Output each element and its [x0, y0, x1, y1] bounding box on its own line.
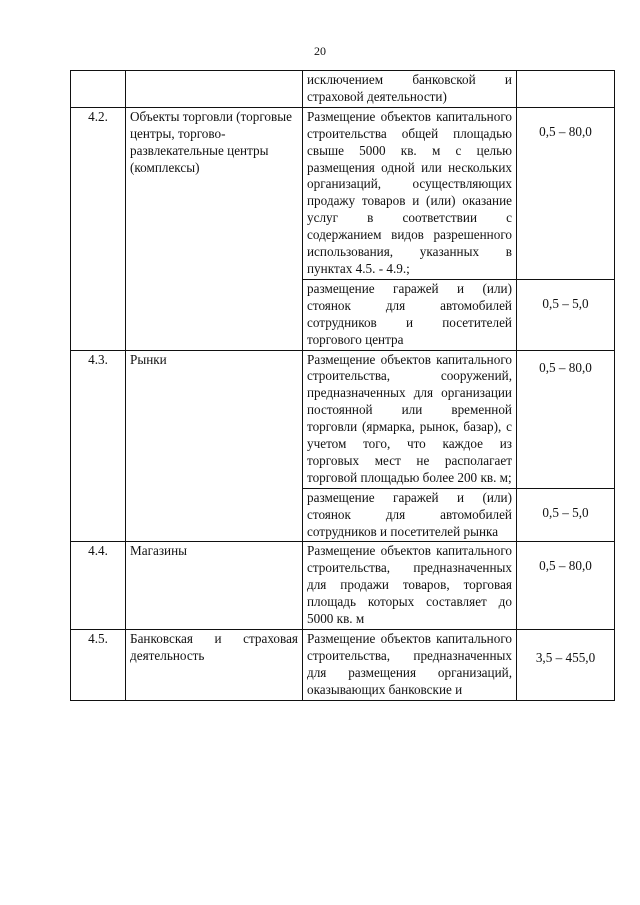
table-row — [71, 107, 615, 279]
row-value-cell — [517, 350, 615, 488]
page-number: 20 — [314, 44, 326, 58]
row-description: исключением банковской и страховой деятельности) — [303, 71, 517, 108]
row-number: 4.5. — [71, 630, 126, 701]
row-name: Магазины — [126, 542, 303, 630]
row-value: 0,5 – 80,0 — [539, 359, 592, 375]
row-description: Размещение объектов капитального строительства, сооружений, предназначенных для организации постоянной или временной торговли (ярмарка, рынок, базар), с учетом того, что каждое из торговых мест не располагает торговой площадью более 200 кв. м; — [303, 350, 517, 488]
row-value-cell — [517, 488, 615, 542]
land-use-table — [70, 70, 615, 701]
row-number: 4.4. — [71, 542, 126, 630]
row-value-cell — [517, 279, 615, 350]
row-description: Размещение объектов капитального строительства, предназначенных для размещения организаций, оказывающих банковские и — [303, 630, 517, 701]
row-description: Размещение объектов капитального строительства общей площадью свыше 5000 кв. м с целью размещения одной или нескольких организаций, осуществляющих продажу товаров и (или) оказание услуг в соответствии с содержанием видов разрешенного использования, указанных в пунктах 4.5. - 4.9.; — [303, 107, 517, 279]
row-value-cell — [517, 542, 615, 630]
row-name — [126, 71, 303, 108]
row-number — [71, 71, 126, 108]
row-value: 0,5 – 5,0 — [542, 504, 589, 520]
row-value: 0,5 – 80,0 — [539, 558, 592, 574]
row-value-cell — [517, 107, 615, 279]
table-row — [71, 71, 615, 108]
table-row — [71, 630, 615, 701]
row-number: 4.3. — [71, 350, 126, 542]
row-description: размещение гаражей и (или) стоянок для автомобилей сотрудников и посетителей торгового центра — [303, 279, 517, 350]
table-row — [71, 350, 615, 488]
row-description: Размещение объектов капитального строительства, предназначенных для продажи товаров, торговая площадь которых составляет до 5000 кв. м — [303, 542, 517, 630]
row-value-cell — [517, 71, 615, 108]
row-value: 0,5 – 80,0 — [539, 123, 592, 139]
table-row — [71, 542, 615, 630]
row-name: Объекты торговли (торговые центры, торгово-развлекательные центры (комплексы) — [126, 107, 303, 350]
row-description: размещение гаражей и (или) стоянок для автомобилей сотрудников и посетителей рынка — [303, 488, 517, 542]
row-name: Банковская и страховая деятельность — [126, 630, 303, 701]
row-name: Рынки — [126, 350, 303, 542]
row-value: 0,5 – 5,0 — [542, 295, 589, 311]
row-value: 3,5 – 455,0 — [535, 650, 596, 665]
row-value-cell — [517, 630, 615, 701]
row-number: 4.2. — [71, 107, 126, 350]
